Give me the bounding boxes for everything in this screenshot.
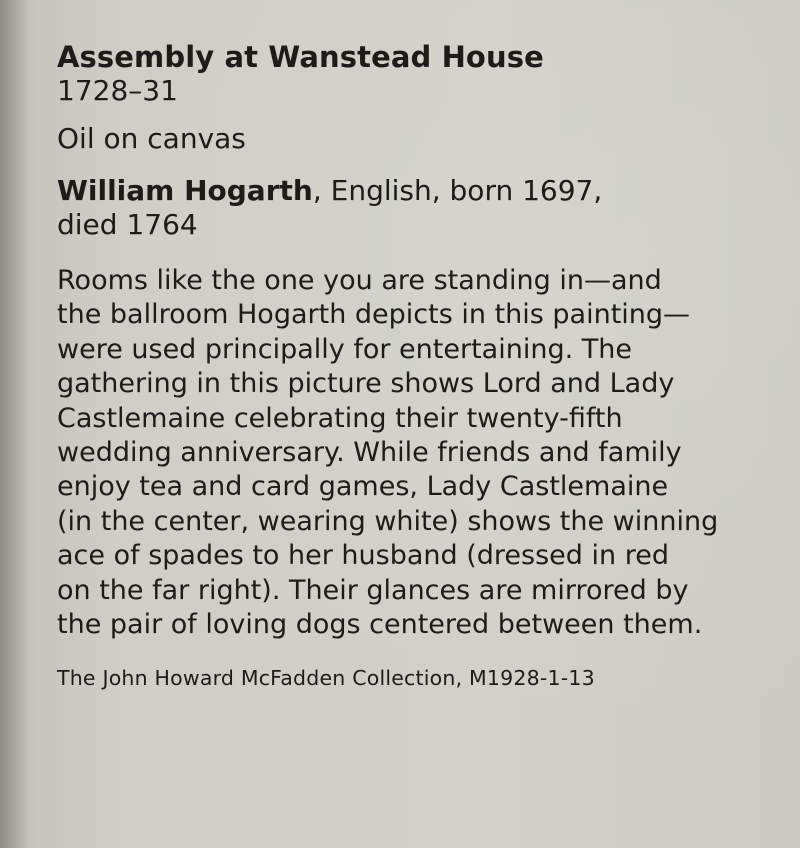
artist-details-line2: died 1764 <box>57 208 198 241</box>
artwork-date: 1728–31 <box>57 74 178 107</box>
description-line: enjoy tea and card games, Lady Castlemaine <box>57 471 669 503</box>
description-line: Rooms like the one you are standing in—and <box>57 265 662 296</box>
label-edge-shadow <box>0 0 28 848</box>
artist-name: William Hogarth <box>57 174 313 207</box>
description-line: the pair of loving dogs centered between them. <box>57 609 703 641</box>
label-content <box>57 40 767 692</box>
artist-line <box>57 174 767 242</box>
description-line: wedding anniversary. While friends and family <box>57 437 682 469</box>
description-line: gathering in this picture shows Lord and Lady <box>57 368 675 400</box>
artwork-description <box>57 264 757 642</box>
artwork-title: Assembly at Wanstead House <box>57 40 544 74</box>
description-line: (in the center, wearing white) shows the winning <box>57 505 719 537</box>
credit-line: The John Howard McFadden Collection, M1928-1-13 <box>57 666 595 691</box>
description-line: were used principally for entertaining. The <box>57 333 632 365</box>
description-line: ace of spades to her husband (dressed in red <box>57 540 669 572</box>
artwork-medium: Oil on canvas <box>57 122 246 155</box>
description-line: Castlemaine celebrating their twenty-fifth <box>57 402 623 434</box>
description-line: on the far right). Their glances are mirrored by <box>57 574 689 606</box>
artist-details: , English, born 1697, <box>312 174 603 207</box>
description-line: the ballroom Hogarth depicts in this painting— <box>57 299 691 331</box>
